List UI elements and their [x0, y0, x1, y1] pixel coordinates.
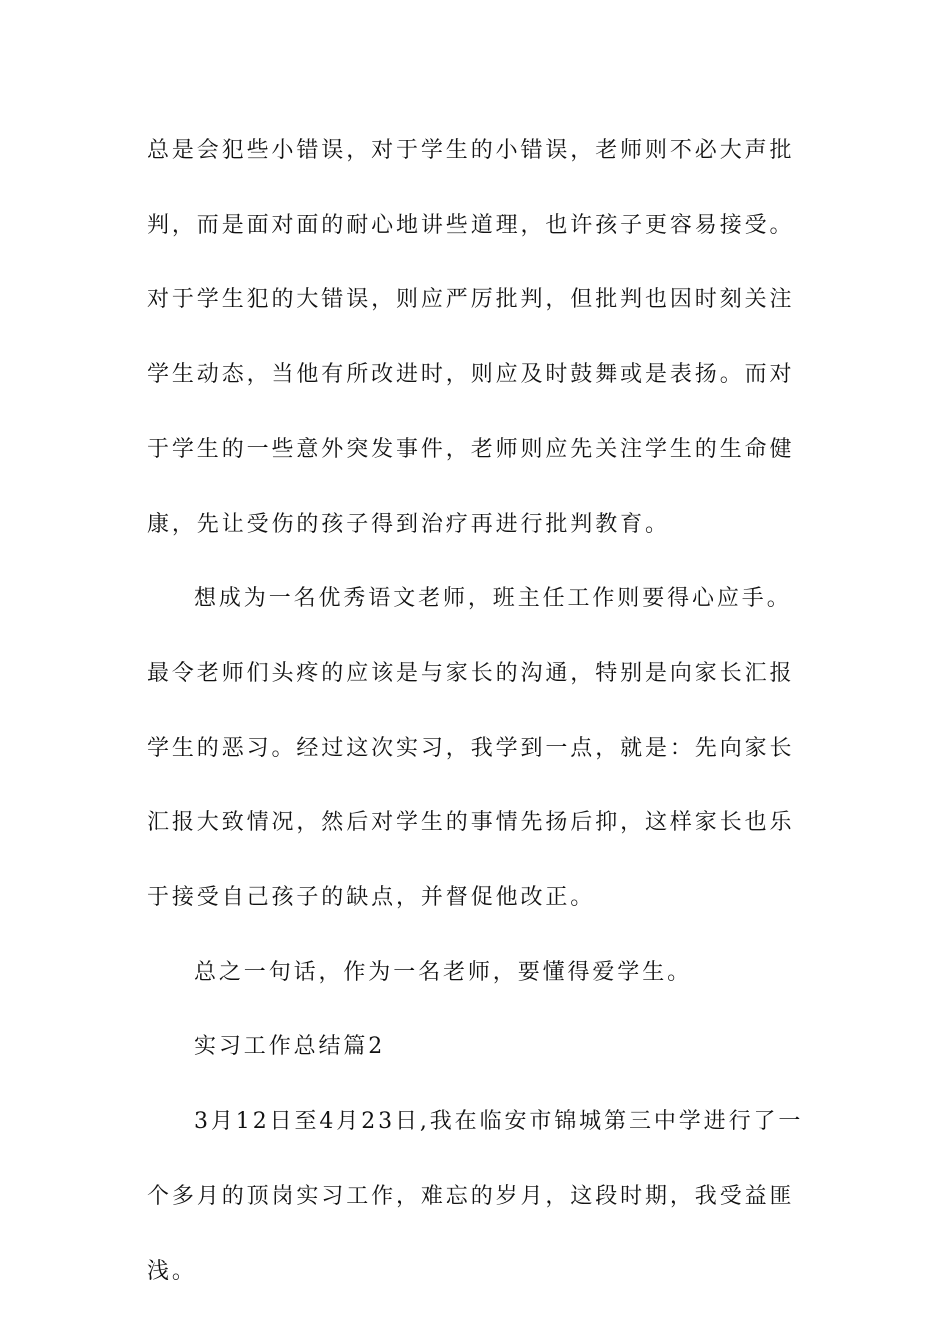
paragraph-parent-communication: 想成为一名优秀语文老师，班主任工作则要得心应手。最令老师们头疼的应该是与家长的沟通，特别是向家长汇报学生的恶习。经过这次实习，我学到一点，就是：先向家长汇报大致情况，然后对学生的事情先扬后抑，这样家长也乐于接受自己孩子的缺点，并督促他改正。: [147, 586, 795, 911]
paragraph-internship-intro: 3月12日至4月23日,我在临安市锦城第三中学进行了一个多月的顶岗实习工作，难忘的岁月，这段时期，我受益匪浅。: [147, 1109, 804, 1284]
document-body: [147, 114, 807, 1309]
section-heading: 实习工作总结篇2: [194, 1034, 386, 1060]
paragraph-continuation: 总是会犯些小错误，对于学生的小错误，老师则不必大声批判，而是面对面的耐心地讲些道理，也许孩子更容易接受。对于学生犯的大错误，则应严厉批判，但批判也因时刻关注学生动态，当他有所改进时，则应及时鼓舞或是表扬。而对于学生的一些意外突发事件，老师则应先关注学生的生命健康，先让受伤的孩子得到治疗再进行批判教育。: [147, 138, 795, 537]
paragraph-summary: 总之一句话，作为一名老师，要懂得爱学生。: [194, 959, 693, 985]
